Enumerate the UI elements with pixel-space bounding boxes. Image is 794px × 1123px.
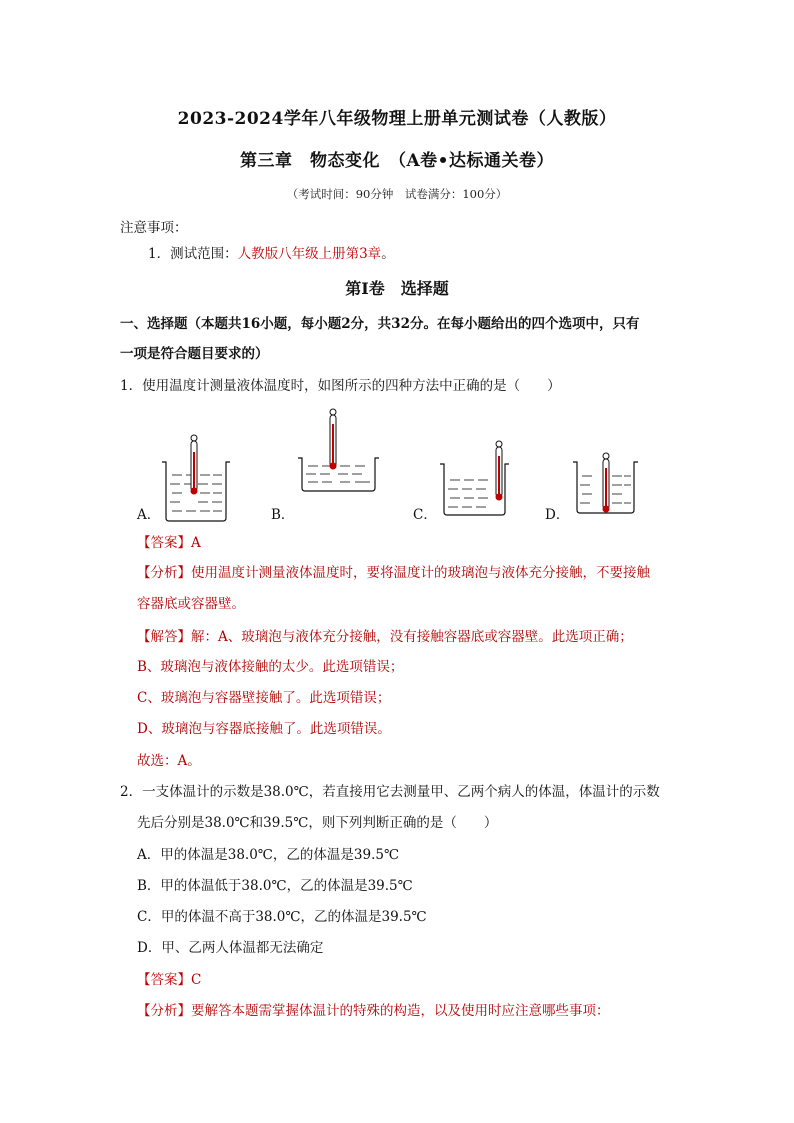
figure-d-beaker xyxy=(573,453,638,513)
q1-solution-line2: B、玻璃泡与液体接触的太少。此选项错误； xyxy=(137,659,404,675)
q1-stem: 1．使用温度计测量液体温度时，如图所示的四种方法中正确的是（ ） xyxy=(120,378,561,394)
document-title: 2023-2024学年八年级物理上册单元测试卷（人教版） xyxy=(177,109,617,129)
q2-analysis-text1: 要解答本题需掌握体温计的特殊的构造，以及使用时应注意哪些事项： xyxy=(191,1003,610,1019)
notes-item-1-scope: 人教版八年级上册第3章 xyxy=(237,246,382,262)
q1-analysis-text1: 使用温度计测量液体温度时，要将温度计的玻璃泡与液体充分接触，不要接触 xyxy=(191,565,650,581)
q2-stem-line1: 2．一支体温计的示数是38.0℃，若直接用它去测量甲、乙两个病人的体温，体温计的示数 xyxy=(120,784,660,800)
notes-item-1 xyxy=(148,244,395,264)
q1-solution-line3: C、玻璃泡与容器壁接触了。此选项错误； xyxy=(137,690,391,706)
q2-analysis-tag: 【分析】 xyxy=(137,1003,191,1019)
q1-answer-tag: 【答案】 xyxy=(137,535,191,551)
q1-analysis-line2: 容器底或容器壁。 xyxy=(137,596,245,612)
q2-option-a: A．甲的体温是38.0℃，乙的体温是39.5℃ xyxy=(137,847,400,863)
notes-item-1-prefix: 1．测试范围： xyxy=(148,246,238,262)
q1-solution-tag: 【解答】 xyxy=(137,629,191,645)
q2-answer-tag: 【答案】 xyxy=(137,972,191,988)
notes-item-1-suffix: 。 xyxy=(381,246,395,262)
q2-stem-line2: 先后分别是38.0℃和39.5℃，则下列判断正确的是（ ） xyxy=(137,815,498,831)
part1-instructions-line1: 一、选择题（本题共16小题，每小题2分，共32分。在每小题给出的四个选项中，只有 xyxy=(120,316,640,332)
q1-analysis-line1 xyxy=(137,563,650,583)
q1-option-b: B． xyxy=(271,507,295,523)
q1-analysis-tag: 【分析】 xyxy=(137,565,191,581)
q2-answer-value: C xyxy=(191,972,202,988)
part1-instructions-line2: 一项是符合题目要求的） xyxy=(120,346,269,362)
q2-option-d: D．甲、乙两人体温都无法确定 xyxy=(137,940,324,956)
q1-solution-line4: D、玻璃泡与容器底接触了。此选项错误。 xyxy=(137,721,391,737)
notes-heading: 注意事项： xyxy=(120,220,188,236)
q1-solution-line1 xyxy=(137,627,633,647)
q2-option-b: B．甲的体温低于38.0℃，乙的体温是39.5℃ xyxy=(137,878,413,894)
q1-answer xyxy=(137,533,201,553)
q1-option-c: C． xyxy=(413,507,437,523)
q1-option-d: D． xyxy=(545,507,570,523)
figure-a-beaker xyxy=(162,435,230,521)
q1-conclusion: 故选：A。 xyxy=(137,753,201,769)
q2-option-c: C．甲的体温不高于38.0℃，乙的体温是39.5℃ xyxy=(137,909,427,925)
figure-b-beaker xyxy=(298,409,379,491)
q2-analysis-line1 xyxy=(137,1001,610,1021)
q1-option-a: A． xyxy=(137,507,161,523)
figure-c-beaker xyxy=(440,441,509,515)
q1-solution-text1: 解：A、玻璃泡与液体充分接触，没有接触容器底或容器壁。此选项正确； xyxy=(191,629,633,645)
q2-answer xyxy=(137,970,201,990)
exam-info: （考试时间：90分钟 试卷满分：100分） xyxy=(286,187,508,201)
q1-answer-value: A xyxy=(191,535,201,551)
document-subtitle: 第三章 物态变化 （A卷•达标通关卷） xyxy=(239,151,555,171)
q1-figures xyxy=(0,400,794,525)
section-title: 第Ⅰ卷 选择题 xyxy=(345,279,449,298)
